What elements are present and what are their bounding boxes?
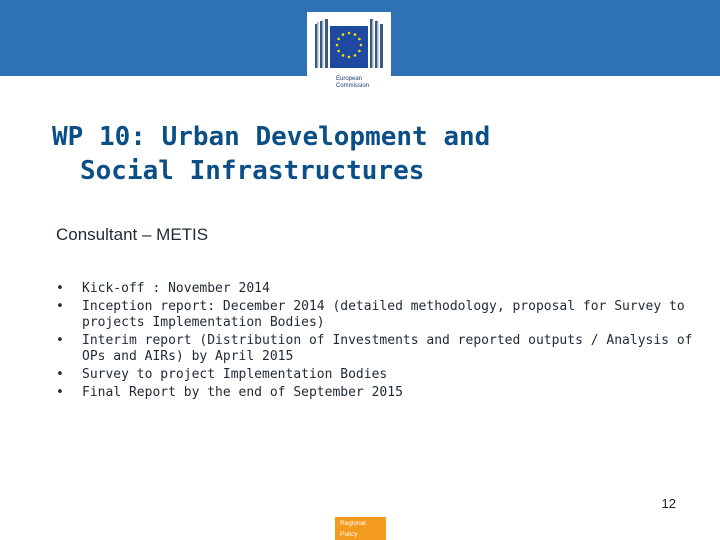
logo-text-line1: European [336, 76, 363, 82]
european-commission-logo [307, 12, 391, 100]
footer-tab-line2: Policy [340, 531, 358, 538]
bullet-icon: • [56, 281, 64, 296]
list-item [56, 333, 696, 365]
logo-text-line2: Commission [336, 83, 370, 89]
slide-title [52, 120, 490, 188]
bullet-icon: • [56, 333, 64, 348]
bullet-icon: • [56, 367, 64, 382]
slide-subtitle: Consultant – METIS [56, 225, 209, 244]
slide-title-line2: Social Infrastructures [80, 156, 425, 186]
bullet-list [56, 281, 696, 403]
list-item [56, 299, 696, 331]
regional-policy-tab [335, 517, 386, 540]
bullet-text: Inception report: December 2014 (detailed methodology, proposal for Survey to projects Implementation Bodies) [82, 299, 685, 330]
bullet-icon: • [56, 385, 64, 400]
bullet-text: Interim report (Distribution of Investments and reported outputs / Analysis of OPs and AIRs) by April 2015 [82, 333, 693, 364]
list-item [56, 367, 696, 383]
footer-tab-line1: Regional [340, 520, 366, 527]
bullet-text: Kick-off : November 2014 [82, 281, 270, 296]
page-number: 12 [661, 496, 676, 511]
list-item [56, 385, 696, 401]
bullet-icon: • [56, 299, 64, 314]
bullet-text: Survey to project Implementation Bodies [82, 367, 388, 382]
bullet-text: Final Report by the end of September 2015 [82, 385, 403, 400]
slide-title-line1: WP 10: Urban Development and [52, 122, 491, 152]
list-item [56, 281, 696, 297]
logo-text [336, 76, 369, 90]
